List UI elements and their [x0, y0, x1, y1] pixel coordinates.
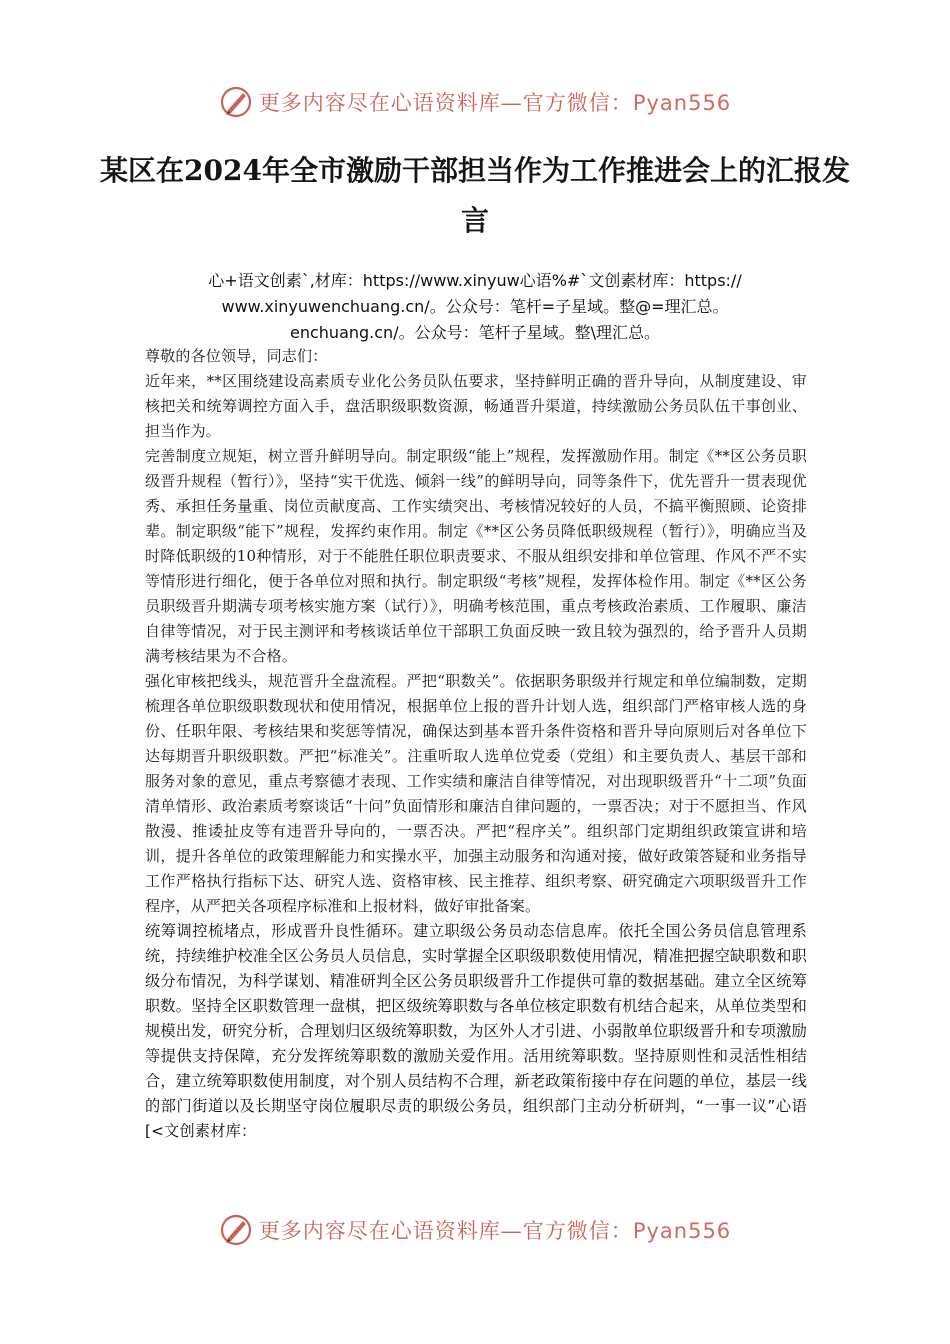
document-title: 某区在2024年全市激励干部担当作为工作推进会上的汇报发言	[100, 154, 850, 237]
body-paragraph: 近年来，**区围绕建设高素质专业化公务员队伍要求，坚持鲜明正确的晋升导向，从制度建设、审核把关和统筹调控方面入手，盘活职级职数资源，畅通晋升渠道，持续激励公务员队伍干事创业、担当作为。	[145, 372, 807, 440]
body-paragraph: 强化审核把线头，规范晋升全盘流程。严把“职数关”。依据职务职级并行规定和单位编制数，定期梳理各单位职级职数现状和使用情况，根据单位上报的晋升计划人选，组织部门严格审核人选的身份、任职年限、考核结果和奖惩等情况，确保达到基本晋升条件资格和晋升导向原则后对各单位下达每期晋升职级职数。严把“标准关”。注重听取人选单位党委（党组）和主要负责人、基层干部和服务对象的意见，重点考察德才表现、工作实绩和廉洁自律等情况，对出现职级晋升“十二项”负面清单情形、政治素质考察谈话“十问”负面情形和廉洁自律问题的，一票否决；对于不愿担当、作风散漫、推诿扯皮等有违晋升导向的，一票否决。严把“程序关”。组织部门定期组织政策宣讲和培训，提升各单位的政策理解能力和实操水平，加强主动服务和沟通对接，做好政策答疑和业务指导工作严格执行指标下达、研究人选、资格审核、民主推荐、组织考察、研究确定六项职级晋升工作程序，从严把关各项程序标准和上报材料，做好审批备案。	[145, 672, 807, 915]
document-body	[145, 344, 807, 1144]
footer-watermark-banner	[0, 1210, 950, 1250]
source-watermark-lines	[150, 268, 800, 346]
pen-logo-icon	[219, 1213, 253, 1247]
body-paragraph: 统筹调控梳堵点，形成晋升良性循环。建立职级公务员动态信息库。依托全国公务员信息管理系统，持续维护校准全区公务员人员信息，实时掌握全区职级职数使用情况，精准把握空缺职数和职级分布情况，为科学谋划、精准研判全区公务员职级晋升工作提供可靠的数据基础。建立全区统筹职数。坚持全区职数管理一盘棋，把区级统筹职数与各单位核定职数有机结合起来，从单位类型和规模出发，研究分析，合理划归区级统筹职数，为区外人才引进、小弱散单位职级晋升和专项激励等提供支持保障，充分发挥统筹职数的激励关爱作用。活用统筹职数。坚持原则性和灵活性相结合，建立统筹职数使用制度，对个别人员结构不合理，新老政策衔接中存在问题的单位，基层一线的部门街道以及长期坚守岗位履职尽责的职级公务员，组织部门主动分析研判，“一事一议”心语[<文创素材库：	[145, 922, 807, 1140]
watermark-text: 更多内容尽在心语资料库—官方微信：Pyan556	[258, 1219, 732, 1243]
source-line: 心+语文创素`,材库：https://www.xinyuw心语%#`文创素材库：https://	[208, 271, 742, 290]
pen-logo-icon	[219, 85, 253, 119]
salutation: 尊敬的各位领导，同志们：	[145, 347, 328, 365]
source-line: enchuang.cn/。公众号：笔杆子星域。整\理汇总。	[290, 323, 660, 342]
source-line: www.xinyuwenchuang.cn/。公众号：笔杆=子星域。整@=理汇总。	[221, 297, 729, 316]
header-watermark-banner	[0, 82, 950, 122]
watermark-text: 更多内容尽在心语资料库—官方微信：Pyan556	[258, 91, 732, 115]
body-paragraph: 完善制度立规矩，树立晋升鲜明导向。制定职级“能上”规程，发挥激励作用。制定《**区公务员职级晋升规程（暂行）》，坚持“实干优选、倾斜一线”的鲜明导向，同等条件下，优先晋升一贯表现优秀、承担任务量重、岗位贡献度高、工作实绩突出、考核情况较好的人员，不搞平衡照顾、论资排辈。制定职级“能下”规程，发挥约束作用。制定《**区公务员降低职级规程（暂行）》，明确应当及时降低职级的10种情形，对于不能胜任职位职责要求、不服从组织安排和单位管理、作风不严不实等情形进行细化，便于各单位对照和执行。制定职级“考核”规程，发挥体检作用。制定《**区公务员职级晋升期满专项考核实施方案（试行）》，明确考核范围，重点考核政治素质、工作履职、廉洁自律等情况，对于民主测评和考核谈话单位干部职工负面反映一致且较为强烈的，给予晋升人员期满考核结果为不合格。	[145, 447, 807, 665]
